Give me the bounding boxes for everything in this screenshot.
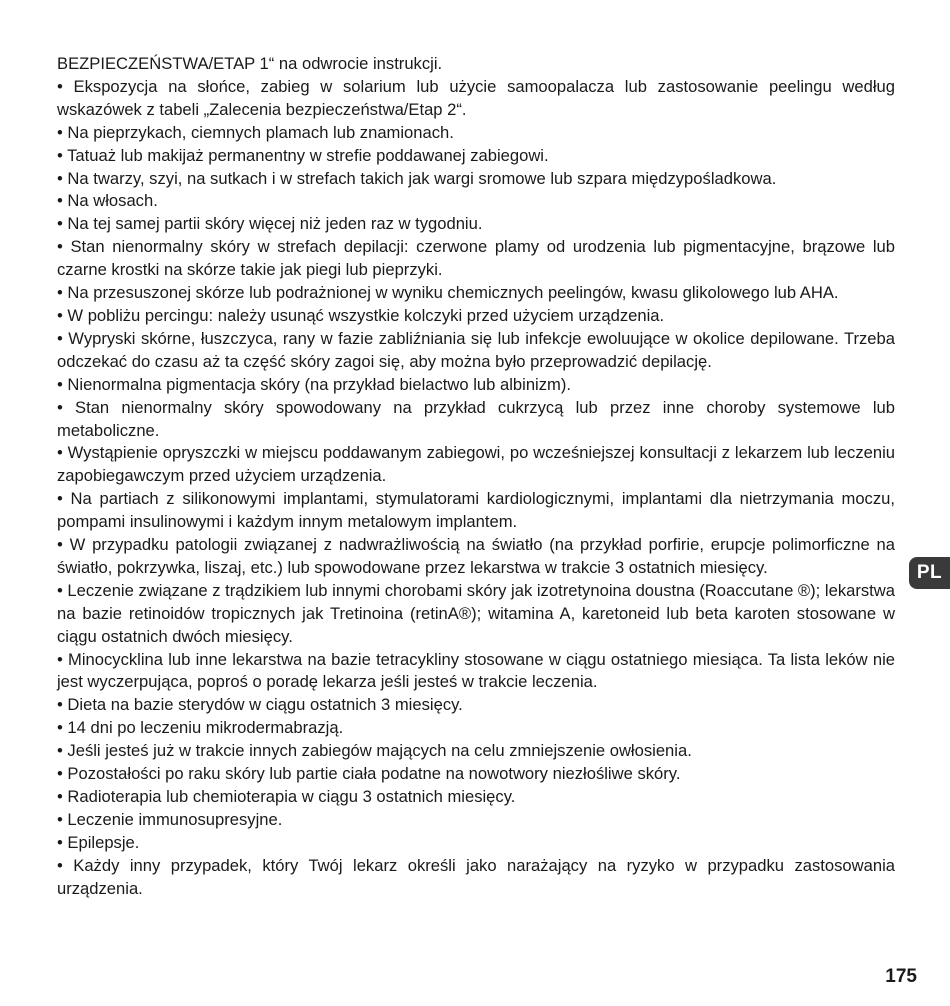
list-item: • Pozostałości po raku skóry lub partie ciała podatne na nowotwory niezłośliwe skóry. — [57, 764, 681, 784]
list-item: • Epilepsje. — [57, 832, 140, 852]
list-item: • Jeśli jesteś już w trakcie innych zabiegów mających na celu zmniejszenie owłosienia. — [57, 741, 692, 761]
list-item: • Na twarzy, szyi, na sutkach i w strefach takich jak wargi sromowe lub szpara międzypośladkowa. — [57, 168, 777, 188]
language-tab: PL — [909, 557, 950, 589]
page-number: 175 — [885, 966, 917, 987]
list-item: • Wystąpienie opryszczki w miejscu poddawanym zabiegowi, po wcześniejszej konsultacji z lekarzem lub leczeniu zapobiegawczym przed użyciem urządzenia. — [57, 443, 895, 486]
list-item: • Stan nienormalny skóry w strefach depilacji: czerwone plamy od urodzenia lub pigmentacyjne, brązowe lub czarne krostki na skórze takie jak piegi lub pieprzyki. — [57, 237, 895, 280]
list-item: • Leczenie związane z trądzikiem lub innymi chorobami skóry jak izotretynoina doustna (Roaccutane ®); lekarstwa na bazie retinoidów tropicznych jak Tretinoina (retinA®); witamina A, karetoneid lub beta karoten stosowane w ciągu ostatnich dwóch miesięcy. — [57, 580, 895, 646]
list-item: • Na pieprzykach, ciemnych plamach lub znamionach. — [57, 122, 454, 142]
list-item: • Stan nienormalny skóry spowodowany na przykład cukrzycą lub przez inne choroby systemowe lub metaboliczne. — [57, 397, 895, 440]
list-item: • 14 dni po leczeniu mikrodermabrazją. — [57, 718, 344, 738]
list-item: • W pobliżu percingu: należy usunąć wszystkie kolczyki przed użyciem urządzenia. — [57, 305, 665, 325]
list-item: • Radioterapia lub chemioterapia w ciągu 3 ostatnich miesięcy. — [57, 787, 516, 806]
list-item: • Nienormalna pigmentacja skóry (na przykład bielactwo lub albinizm). — [57, 374, 571, 394]
list-item: • Na włosach. — [57, 191, 158, 211]
list-item: • W przypadku patologii związanej z nadwrażliwością na światło (na przykład porfirie, erupcje polimorficzne na światło, pokrzywka, liszaj, etc.) lub spowodowane przez lekarstwa w trakcie 3 ostatnich miesięcy. — [57, 535, 895, 577]
list-item: • Minocycklina lub inne lekarstwa na bazie tetracykliny stosowane w ciągu ostatniego miesiąca. Ta lista leków nie jest wyczerpująca, poproś o poradę lekarza jeśli jesteś w trakcie leczenia. — [57, 649, 895, 692]
contraindications-text — [57, 53, 895, 901]
list-item: • Każdy inny przypadek, który Twój lekarz określi jako narażający na ryzyko w przypadku zastosowania urządzenia. — [57, 855, 895, 898]
list-item: • Na partiach z silikonowymi implantami, stymulatorami kardiologicznymi, implantami dla nietrzymania moczu, pompami insulinowymi i każdym innym metalowym implantem. — [57, 489, 895, 532]
paragraph-continuation: BEZPIECZEŃSTWA/ETAP 1“ na odwrocie instrukcji. — [57, 54, 443, 73]
list-item: • Leczenie immunosupresyjne. — [57, 809, 283, 829]
list-item: • Wypryski skórne, łuszczyca, rany w fazie zabliźniania się lub infekcje ewoluujące w okolice depilowane. Trzeba odczekać do czasu aż ta część skóry zagoi się, aby można było przeprowadzić depilację. — [57, 328, 895, 371]
list-item: • Na przesuszonej skórze lub podrażnionej w wyniku chemicznych peelingów, kwasu glikolowego lub AHA. — [57, 283, 839, 303]
list-item: • Na tej samej partii skóry więcej niż jeden raz w tygodniu. — [57, 214, 483, 234]
list-item: • Dieta na bazie sterydów w ciągu ostatnich 3 miesięcy. — [57, 695, 463, 715]
list-item: • Ekspozycja na słońce, zabieg w solarium lub użycie samoopalacza lub zastosowanie peelingu według wskazówek z tabeli „Zalecenia bezpieczeństwa/Etap 2“. — [57, 76, 895, 119]
list-item: • Tatuaż lub makijaż permanentny w strefie poddawanej zabiegowi. — [57, 145, 549, 165]
